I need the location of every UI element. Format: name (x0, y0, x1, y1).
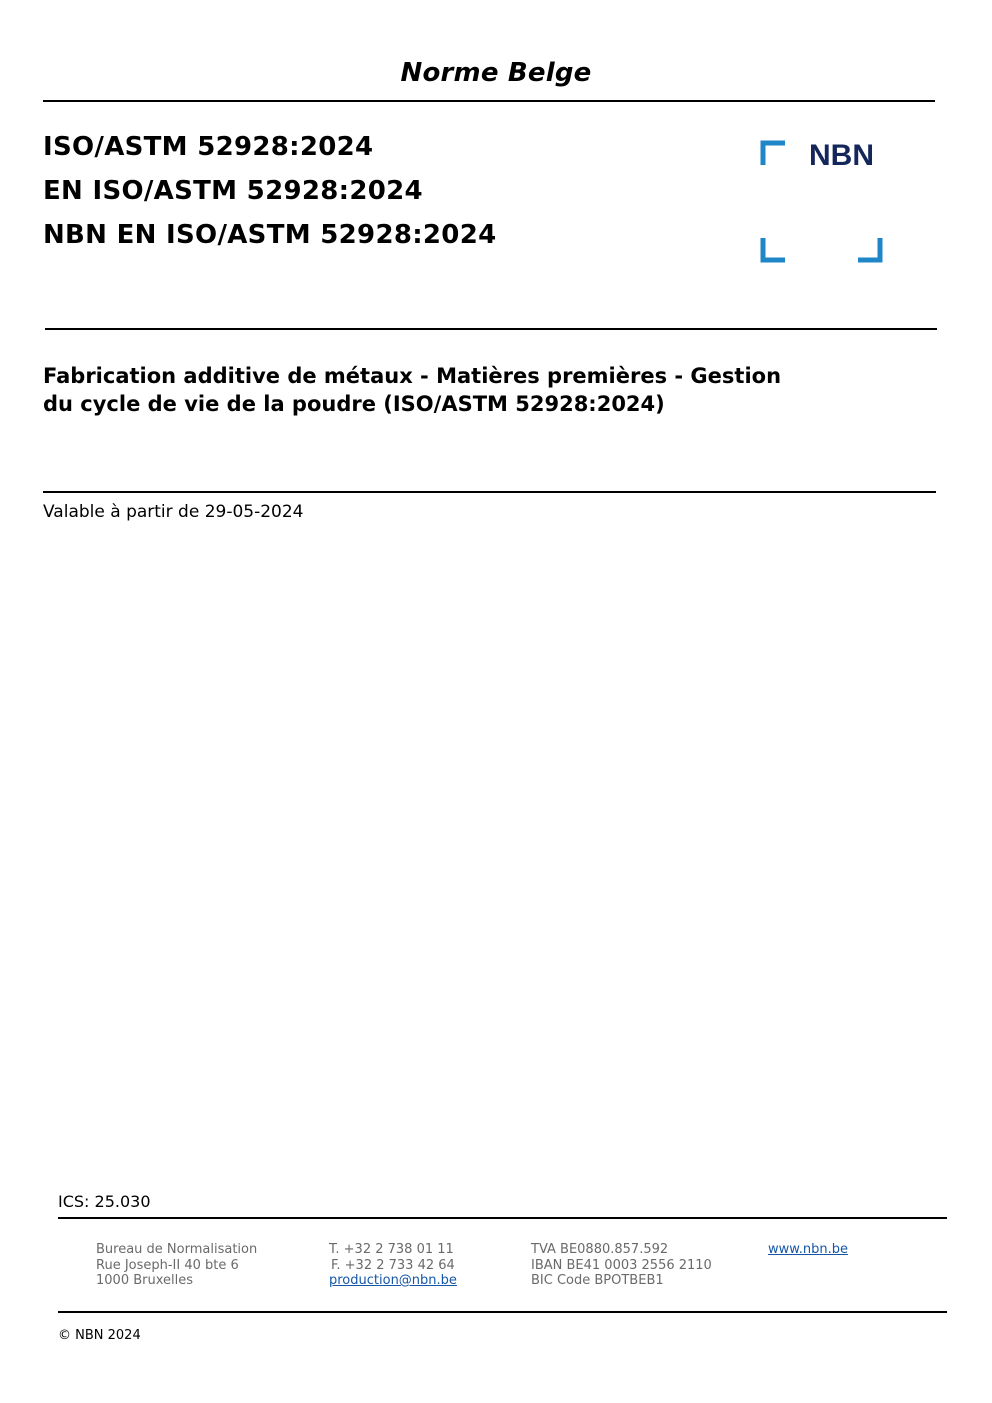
email-link[interactable]: production@nbn.be (329, 1273, 457, 1288)
ics-code: ICS: 25.030 (58, 1192, 151, 1211)
document-title (43, 362, 903, 418)
nbn-standard-code: NBN EN ISO/ASTM 52928:2024 (43, 220, 497, 250)
divider (58, 1311, 947, 1313)
document-title-line-2: du cycle de vie de la poudre (ISO/ASTM 52928:2024) (43, 392, 665, 416)
footer-website (768, 1242, 848, 1258)
copyright-notice: © NBN 2024 (58, 1328, 141, 1343)
footer-contact (329, 1242, 457, 1289)
nbn-logo (760, 140, 886, 266)
fax-number: F. +32 2 733 42 64 (331, 1257, 455, 1273)
divider (43, 491, 936, 493)
vat-number: TVA BE0880.857.592 (531, 1242, 669, 1257)
footer-finance (531, 1242, 712, 1289)
bic-code: BIC Code BPOTBEB1 (531, 1273, 664, 1288)
validity-date: Valable à partir de 29-05-2024 (43, 502, 304, 522)
address-line: Rue Joseph-II 40 bte 6 (96, 1257, 239, 1273)
logo-text: NBN (809, 140, 874, 172)
iso-standard-code: ISO/ASTM 52928:2024 (43, 132, 374, 162)
iban-number: IBAN BE41 0003 2556 2110 (531, 1257, 712, 1273)
footer-address (96, 1242, 257, 1289)
document-type-heading: Norme Belge (400, 58, 592, 88)
document-title-line-1: Fabrication additive de métaux - Matières premières - Gestion (43, 364, 782, 388)
website-link[interactable]: www.nbn.be (768, 1242, 848, 1257)
address-line: Bureau de Normalisation (96, 1242, 258, 1257)
en-standard-code: EN ISO/ASTM 52928:2024 (43, 176, 423, 206)
divider (58, 1217, 947, 1219)
divider (45, 328, 937, 330)
divider (43, 100, 935, 102)
address-line: 1000 Bruxelles (96, 1273, 194, 1288)
phone-number: T. +32 2 738 01 11 (329, 1242, 454, 1257)
